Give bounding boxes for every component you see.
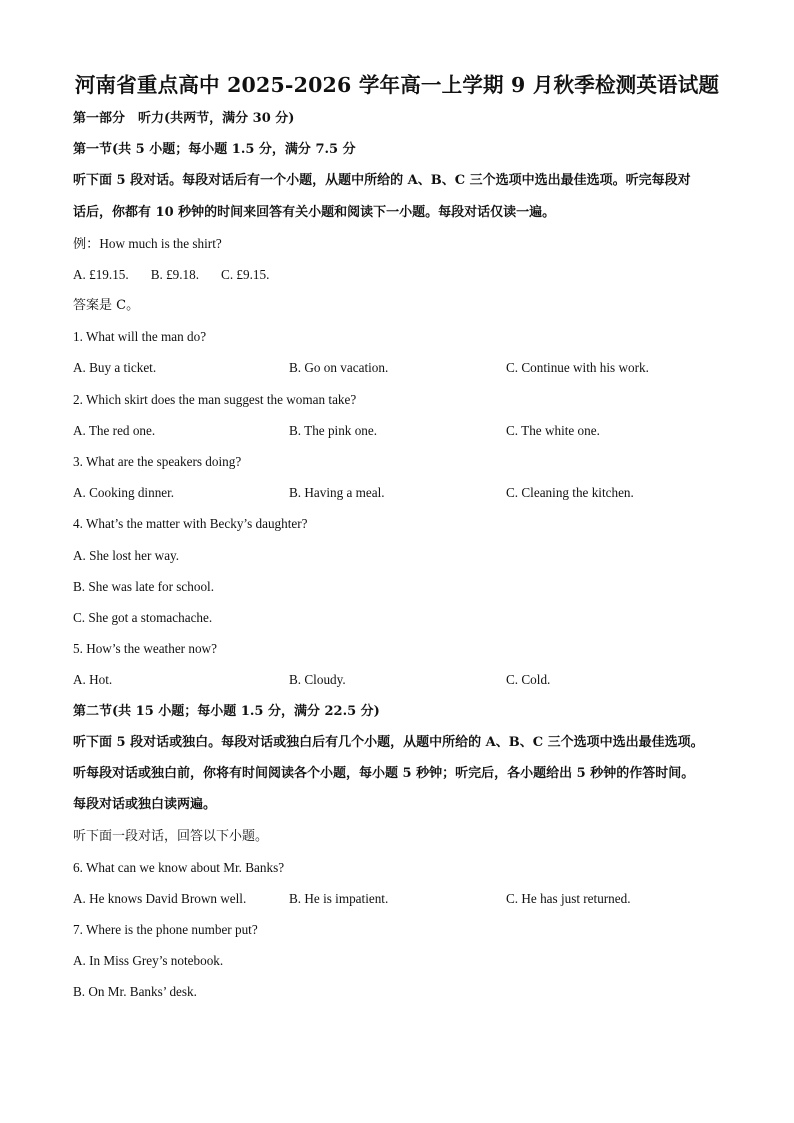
option-b: B. Cloudy.: [289, 672, 346, 687]
page-title: 河南省重点高中 2025-2026 学年高一上学期 9 月秋季检测英语试题: [74, 73, 720, 97]
example-option-b: B. £9.18.: [150, 267, 200, 282]
option-c: C. The white one.: [506, 423, 600, 438]
option-c: C. He has just returned.: [506, 891, 631, 906]
option-b: B. Having a meal.: [289, 485, 385, 500]
section1-instructions-line2: 话后，你都有 10 秒钟的时间来回答有关小题和阅读下一小题。每段对话仅读一遍。: [73, 205, 556, 220]
question-stem: 2. Which skirt does the man suggest the woman take?: [73, 392, 357, 407]
example-question: 例：How much is the shirt?: [73, 236, 222, 251]
section1-heading: 第一节(共 5 小题；每小题 1.5 分，满分 7.5 分: [73, 142, 356, 157]
section2-instructions-line2: 听每段对话或独白前，你将有时间阅读各个小题，每小题 5 秒钟；听完后，各小题给出 5 秒钟的作答时间。: [73, 766, 695, 781]
option-a: A. He knows David Brown well.: [73, 891, 247, 906]
question-stem: 4. What’s the matter with Becky’s daughter?: [73, 516, 308, 531]
option-b: B. On Mr. Banks’ desk.: [73, 984, 197, 999]
dialogue-prompt: 听下面一段对话，回答以下小题。: [73, 829, 269, 844]
example-option-a: A. £19.15.: [73, 267, 129, 282]
option-b: B. She was late for school.: [73, 579, 215, 594]
part-heading: 第一部分 听力(共两节，满分 30 分): [73, 111, 295, 126]
option-c: C. Continue with his work.: [506, 360, 649, 375]
option-a: A. Buy a ticket.: [73, 360, 157, 375]
example-answer: 答案是 C。: [73, 298, 140, 313]
question-stem: 1. What will the man do?: [73, 329, 207, 344]
option-c: C. She got a stomachache.: [73, 610, 213, 625]
example-option-c: C. £9.15.: [221, 267, 270, 282]
section2-instructions-line1: 听下面 5 段对话或独白。每段对话或独白后有几个小题，从题中所给的 A、B、C 三个选项中选出最佳选项。: [73, 735, 704, 750]
option-b: B. He is impatient.: [289, 891, 389, 906]
question-stem: 3. What are the speakers doing?: [73, 454, 242, 469]
section1-instructions-line1: 听下面 5 段对话。每段对话后有一个小题，从题中所给的 A、B、C 三个选项中选出最佳选项。听完每段对: [73, 173, 691, 188]
example-options: [73, 267, 269, 283]
option-b: B. The pink one.: [289, 423, 378, 438]
question-stem: 6. What can we know about Mr. Banks?: [73, 860, 285, 875]
option-c: C. Cold.: [506, 672, 551, 687]
option-a: A. Cooking dinner.: [73, 485, 175, 500]
question-stem: 7. Where is the phone number put?: [73, 922, 258, 937]
option-a: A. The red one.: [73, 423, 156, 438]
question-stem: 5. How’s the weather now?: [73, 641, 217, 656]
section2-instructions-line3: 每段对话或独白读两遍。: [73, 797, 217, 812]
option-a: A. In Miss Grey’s notebook.: [73, 953, 224, 968]
option-c: C. Cleaning the kitchen.: [506, 485, 634, 500]
option-b: B. Go on vacation.: [289, 360, 389, 375]
section2-heading: 第二节(共 15 小题；每小题 1.5 分，满分 22.5 分): [73, 704, 380, 719]
option-a: A. She lost her way.: [73, 548, 180, 563]
option-a: A. Hot.: [73, 672, 113, 687]
